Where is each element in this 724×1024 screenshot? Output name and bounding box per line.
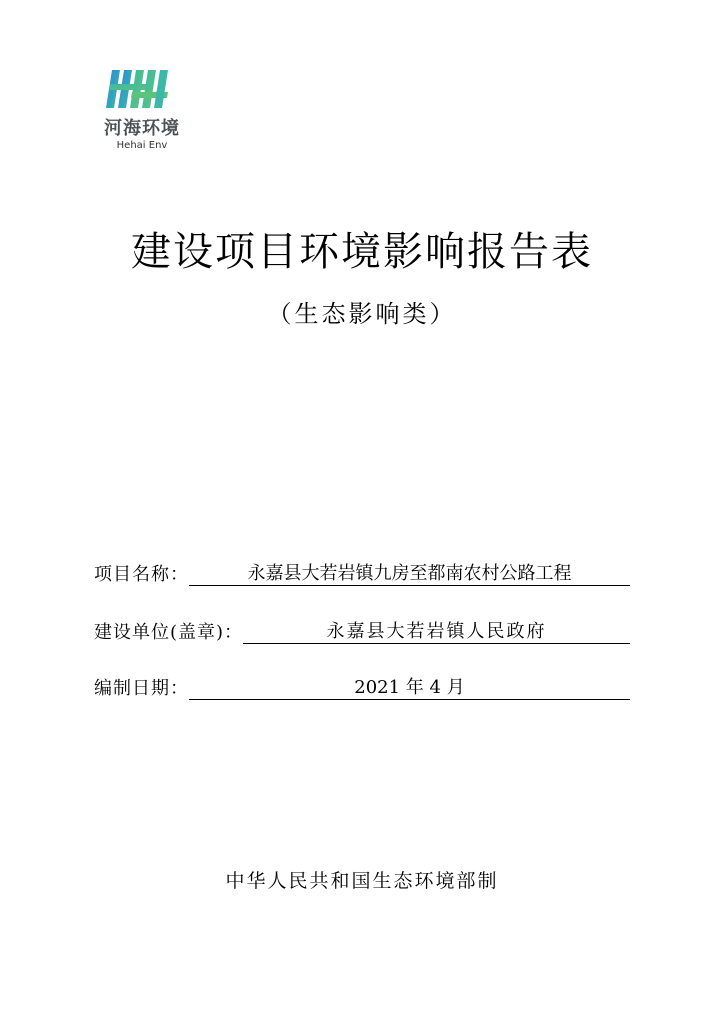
document-title: 建设项目环境影响报告表 bbox=[131, 229, 593, 275]
company-logo bbox=[92, 66, 202, 158]
logo-chinese-name: 河海环境 bbox=[104, 118, 180, 139]
logo-english-name: Hehai Env bbox=[116, 140, 168, 151]
builder-value: 永嘉县大若岩镇人民政府 bbox=[243, 621, 630, 644]
document-subtitle: （生态影响类） bbox=[267, 300, 457, 328]
builder-row bbox=[94, 616, 630, 644]
builder-label: 建设单位(盖章)： bbox=[94, 622, 244, 643]
issuer-footer: 中华人民共和国生态环境部制 bbox=[225, 870, 499, 892]
date-label: 编制日期： bbox=[94, 678, 189, 699]
project-name-label: 项目名称： bbox=[94, 564, 189, 585]
project-name-row bbox=[94, 558, 630, 586]
date-row bbox=[94, 672, 630, 700]
hehai-logo-icon bbox=[106, 66, 178, 112]
date-value: 2021 年 4 月 bbox=[189, 677, 630, 700]
project-name-value: 永嘉县大若岩镇九房至都南农村公路工程 bbox=[189, 563, 630, 586]
